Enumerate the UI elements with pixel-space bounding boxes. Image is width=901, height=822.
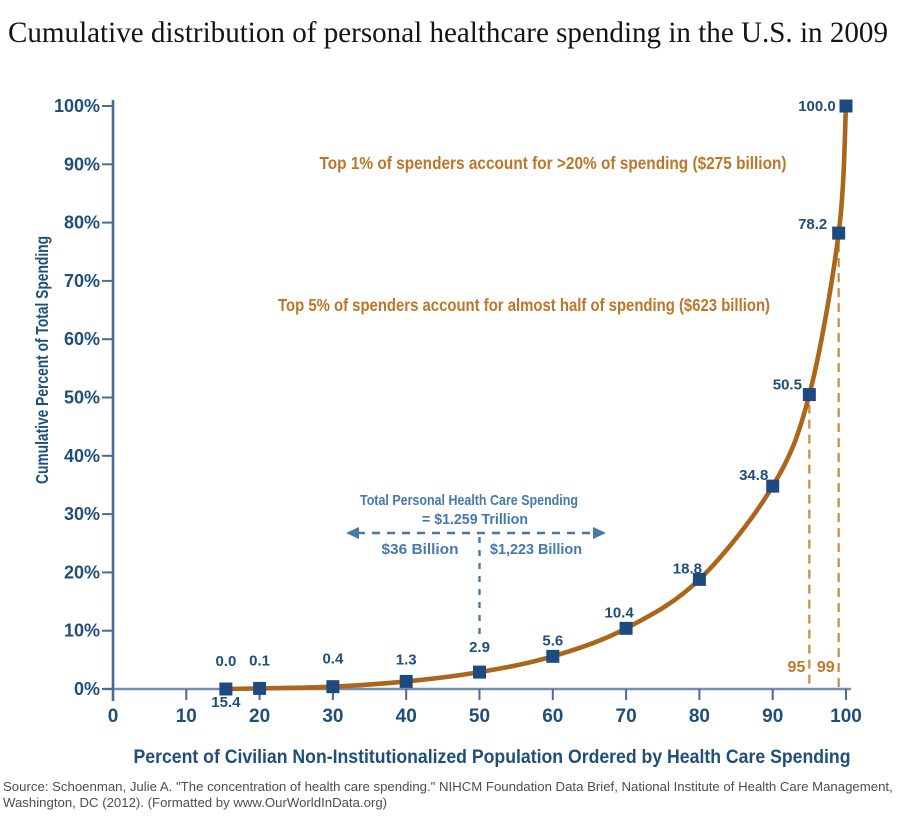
right-share-label: $1,223 Billion	[490, 541, 582, 558]
left-share-label: $36 Billion	[381, 541, 459, 558]
data-point-label: 34.8	[739, 467, 769, 485]
x-tick-label: 0	[107, 706, 119, 727]
y-tick-label: 60%	[63, 329, 100, 350]
arrow-right-icon	[593, 527, 606, 539]
y-tick-label: 40%	[63, 445, 100, 466]
x-tick-label: 10	[175, 706, 197, 727]
data-point-label: 2.9	[469, 639, 490, 657]
data-point-label: 5.6	[542, 632, 564, 650]
data-point-label: 10.4	[604, 604, 634, 622]
annotation-top1: Top 1% of spenders account for >20% of spending ($275 billion)	[319, 153, 787, 173]
y-tick-label: 20%	[63, 562, 100, 583]
data-point	[473, 666, 486, 679]
data-point-label: 78.2	[798, 216, 828, 234]
x-tick-label: 60	[542, 706, 564, 727]
y-tick-label: 80%	[63, 212, 100, 233]
data-point-label: 0.1	[249, 652, 271, 670]
x-tick-label: 30	[322, 706, 344, 727]
percentile-guide-label: 95	[787, 659, 806, 676]
x-tick-label: 70	[615, 706, 637, 727]
source-note	[3, 779, 899, 811]
data-point	[840, 100, 853, 113]
total-spending-line2: = $1.259 Trillion	[422, 511, 528, 528]
y-tick-label: 90%	[63, 154, 100, 175]
y-tick-label: 0%	[73, 679, 100, 699]
data-point	[620, 622, 633, 635]
data-point-label: 0.4	[322, 650, 344, 668]
spending-curve	[226, 106, 846, 689]
x-axis-title: Percent of Civilian Non-Institutionalized Population Ordered by Health Care Spending	[133, 747, 851, 768]
y-tick-label: 30%	[63, 504, 100, 525]
y-tick-label: 10%	[63, 620, 100, 641]
x-tick-label: 80	[688, 706, 710, 727]
first-point-x-label: 15.4	[211, 694, 241, 711]
data-point	[253, 682, 266, 695]
source-line-2: Washington, DC (2012). (Formatted by www.OurWorldInData.org)	[3, 795, 388, 810]
data-point	[832, 227, 845, 240]
total-spending-line1: Total Personal Health Care Spending	[360, 492, 578, 509]
x-tick-label: 50	[468, 706, 491, 727]
page-title: Cumulative distribution of personal healthcare spending in the U.S. in 2009	[8, 16, 888, 49]
x-tick-label: 100	[830, 706, 862, 727]
arrow-left-icon	[346, 527, 359, 539]
data-point	[400, 675, 413, 688]
x-tick-label: 40	[395, 706, 417, 727]
y-tick-label: 50%	[63, 387, 100, 408]
data-point-label: 18.8	[672, 560, 703, 578]
data-point	[546, 650, 559, 663]
x-tick-label: 90	[762, 706, 784, 727]
data-point	[326, 680, 339, 693]
data-point-label: 100.0	[798, 98, 836, 115]
data-point-label: 50.5	[772, 376, 802, 394]
data-point	[803, 388, 816, 401]
annotation-top5: Top 5% of spenders account for almost half of spending ($623 billion)	[278, 295, 770, 315]
x-tick-label: 20	[249, 706, 271, 727]
data-point-label: 1.3	[395, 651, 417, 669]
y-axis-title: Cumulative Percent of Total Spending	[32, 169, 52, 484]
y-tick-label: 70%	[63, 270, 100, 291]
percentile-guide-label: 99	[816, 659, 835, 676]
y-tick-label: 100%	[53, 96, 100, 116]
data-point-label: 0.0	[215, 653, 237, 670]
plot-area	[54, 96, 862, 727]
source-line-1: Source: Schoenman, Julie A. "The concentration of health care spending." NIHCM Foundation Data Brief, National Institute of Health Care Management,	[3, 779, 893, 794]
